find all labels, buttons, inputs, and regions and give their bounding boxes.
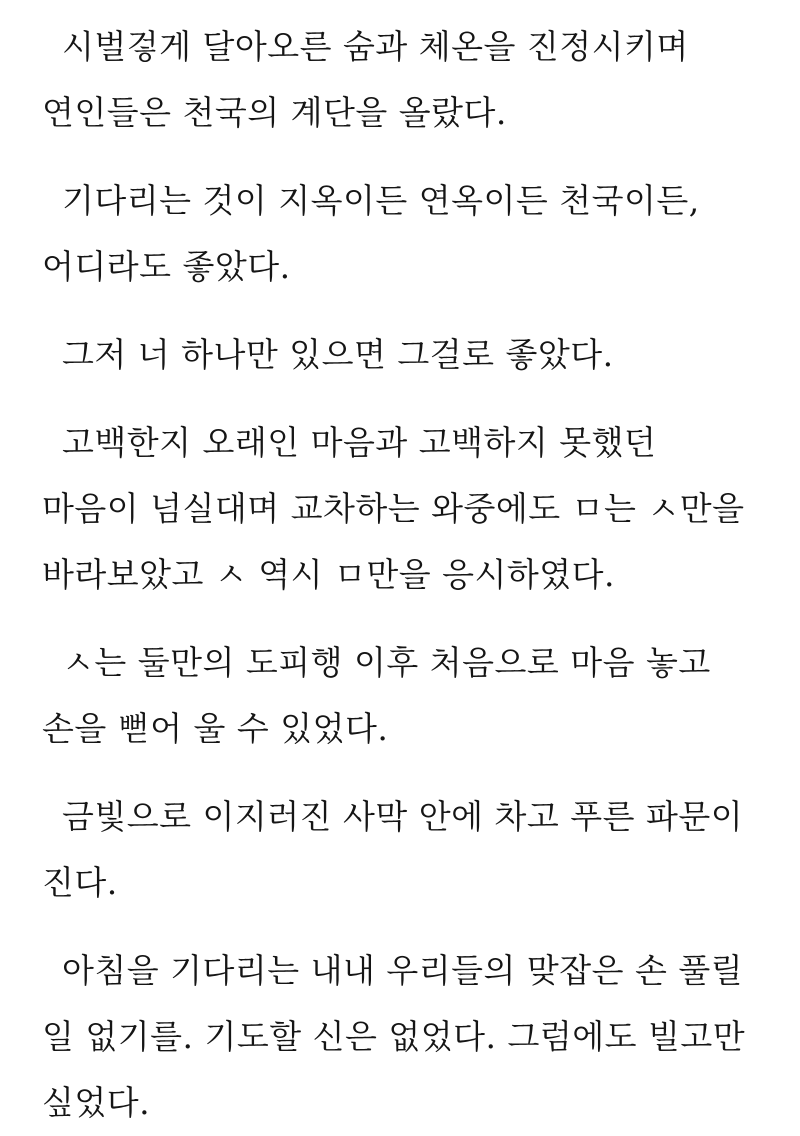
paragraph-2: 기다리는 것이 지옥이든 연옥이든 천국이든, 어디라도 좋았다. [42,181,700,286]
paragraph-7: 아침을 기다리는 내내 우리들의 맞잡은 손 풀릴 일 없기를. 기도할 신은 없었다. 그럼에도 빌고만 싶었다. [42,951,746,1122]
paragraph-1: 시벌겋게 달아오른 숨과 체온을 진정시키며 연인들은 천국의 계단을 올랐다. [42,27,689,132]
paragraph-6: 금빛으로 이지러진 사막 안에 차고 푸른 파문이 진다. [42,797,744,902]
paragraph-5: ㅅ는 둘만의 도피행 이후 처음으로 마음 놓고 손을 뻗어 울 수 있었다. [42,643,711,748]
paragraph-4: 고백한지 오래인 마음과 고백하지 못했던 마음이 넘실대며 교차하는 와중에도 ㅁ는 ㅅ만을 바라보았고 ㅅ 역시 ㅁ만을 응시하였다. [42,423,745,594]
paragraph-3: 그저 너 하나만 있으면 그걸로 좋았다. [62,335,614,374]
